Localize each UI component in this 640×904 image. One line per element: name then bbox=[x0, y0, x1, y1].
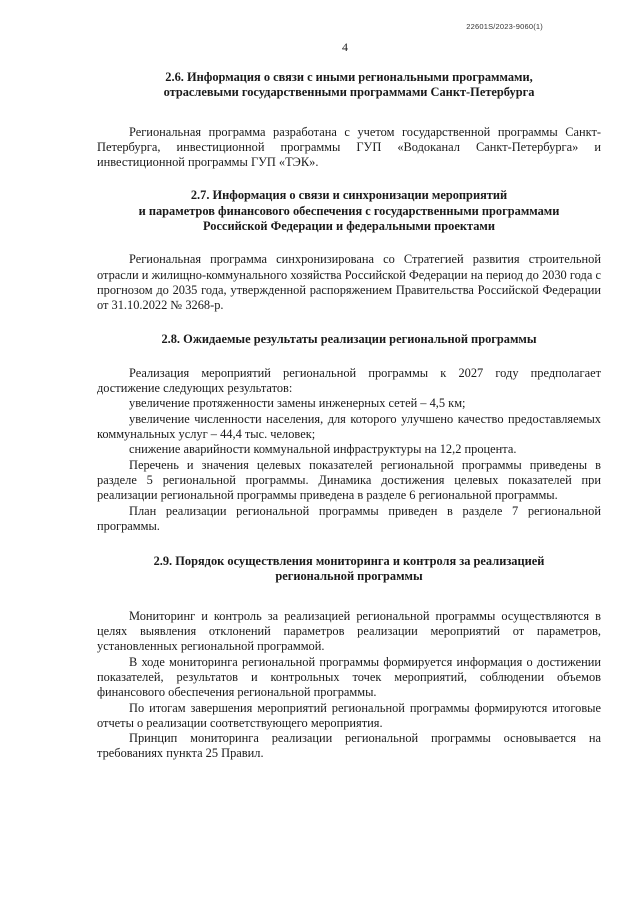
paragraph: Мониторинг и контроль за реализацией региональной программы осуществляются в целях выявления отклонений параметров реализации мероприятий от параметров, установленных региональной программой. bbox=[97, 608, 601, 654]
paragraph: По итогам завершения мероприятий региональной программы формируются итоговые отчеты о реализации соответствующего мероприятия. bbox=[97, 700, 601, 730]
list-item: увеличение протяженности замены инженерных сетей – 4,5 км; bbox=[129, 396, 466, 411]
list-item: снижение аварийности коммунальной инфраструктуры на 12,2 процента. bbox=[129, 442, 517, 457]
document-body bbox=[97, 70, 601, 762]
paragraph: Принцип мониторинга реализации региональной программы основывается на требованиях пункта 25 Правил. bbox=[97, 731, 601, 761]
paragraph: В ходе мониторинга региональной программы формируется информация о достижении показателей, результатов и контрольных точек мероприятий, соблюдении объемов финансового обеспечения региональной программы. bbox=[97, 654, 601, 700]
document-id: 22601S/2023-9060(1) bbox=[466, 22, 543, 31]
paragraph: Реализация мероприятий региональной программы к 2027 году предполагает достижение следующих результатов: bbox=[97, 365, 601, 396]
heading-line: региональной программы bbox=[275, 569, 423, 584]
heading-line: и параметров финансового обеспечения с государственными программами bbox=[138, 203, 560, 218]
section-heading bbox=[97, 332, 601, 347]
section-heading bbox=[97, 188, 601, 234]
paragraph: План реализации региональной программы приведен в разделе 7 региональной программы. bbox=[97, 503, 601, 533]
heading-line: Российской Федерации и федеральными проектами bbox=[203, 219, 495, 234]
section-heading bbox=[97, 70, 601, 101]
paragraph: Перечень и значения целевых показателей региональной программы приведены в разделе 5 региональной программы. Динамика достижения целевых показателей при реализации региональной программы приведена в разделе 6 региональной программы. bbox=[97, 457, 601, 503]
section-2-8 bbox=[97, 332, 601, 535]
heading-line: 2.7. Информация о связи и синхронизации мероприятий bbox=[190, 188, 508, 203]
section-heading bbox=[97, 554, 601, 585]
heading-line: 2.6. Информация о связи с иными региональными программами, bbox=[165, 70, 533, 84]
section-2-6 bbox=[97, 70, 601, 170]
paragraph: Региональная программа синхронизирована со Стратегией развития строительной отрасли и жилищно-коммунального хозяйства Российской Федерации на период до 2030 года с прогнозом до 2035 года, утвержденной распоряжением Правительства Российской Федерации от 31.10.2022 № 3268-р. bbox=[97, 252, 601, 313]
heading-line: отраслевыми государственными программами Санкт-Петербурга bbox=[163, 85, 535, 100]
list-item: увеличение численности населения, для которого улучшено качество предоставляемых коммунальных услуг – 44,4 тыс. человек; bbox=[97, 411, 601, 442]
heading-line: 2.8. Ожидаемые результаты реализации региональной программы bbox=[161, 331, 537, 346]
paragraph: Региональная программа разработана с учетом государственной программы Санкт-Петербурга, инвестиционной программы ГУП «Водоканал Санкт-Петербурга» и инвестиционной программы ГУП «ТЭК». bbox=[97, 124, 601, 170]
heading-line: 2.9. Порядок осуществления мониторинга и контроля за реализацией bbox=[153, 554, 545, 569]
section-2-7 bbox=[97, 188, 601, 313]
section-2-9 bbox=[97, 554, 601, 762]
page-number: 4 bbox=[342, 40, 348, 54]
